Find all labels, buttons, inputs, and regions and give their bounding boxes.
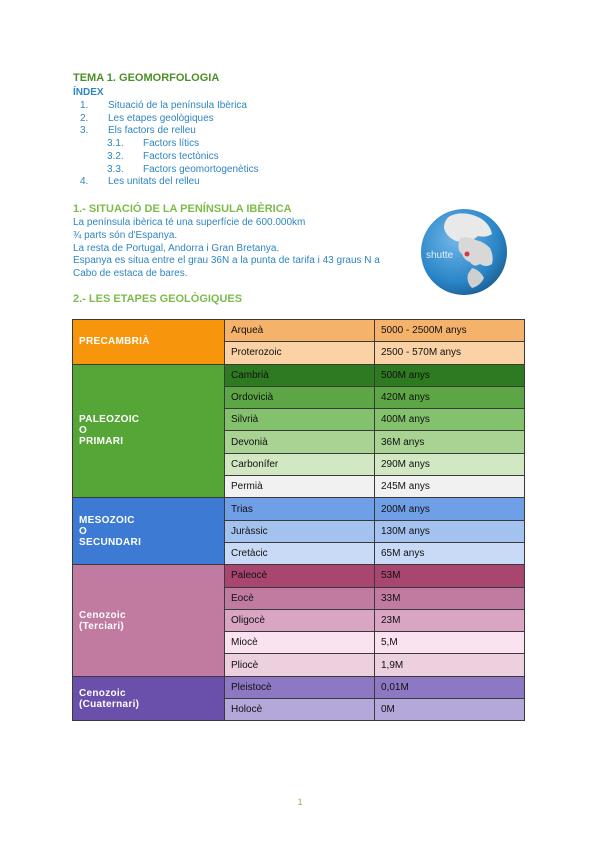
- period-cell: Paleocè: [225, 565, 375, 587]
- era-name-line: PALEOZOIC: [79, 414, 140, 426]
- era-name-line: PRECAMBRIÀ: [79, 336, 150, 348]
- era-name-line: Cenozoic: [79, 609, 126, 621]
- period-cell: Juràssic: [225, 520, 375, 542]
- age-cell: 5,M: [375, 632, 525, 654]
- paragraph-line: Cabo de estaca de bares.: [73, 268, 188, 280]
- period-cell: Arqueà: [225, 320, 375, 342]
- period-cell: Ordovicià: [225, 386, 375, 408]
- index-item-label: Els factors de relleu: [108, 125, 196, 137]
- index-item-number: 2.: [80, 112, 89, 124]
- paragraph-line: La resta de Portugal, Andorra i Gran Bretanya.: [73, 242, 280, 254]
- index-item-label: Les etapes geològiques: [108, 112, 214, 124]
- index-item: [80, 113, 259, 126]
- period-cell: Eocè: [225, 587, 375, 609]
- period-cell: Silvrià: [225, 409, 375, 431]
- index-item-number: 3.: [80, 125, 89, 137]
- period-cell: Trias: [225, 498, 375, 520]
- index-item-label: Factors lítics: [143, 138, 200, 150]
- era-name-line: MESOZOIC: [79, 514, 135, 526]
- age-cell: 23M: [375, 609, 525, 631]
- period-cell: Oligocè: [225, 609, 375, 631]
- index-item: [80, 100, 259, 113]
- geological-eras-table: [72, 319, 525, 721]
- document-title: TEMA 1. GEOMORFOLOGIA: [73, 72, 220, 84]
- globe-image: [420, 208, 508, 296]
- index-item: [80, 164, 259, 177]
- index-item: [80, 125, 259, 138]
- age-cell: 290M anys: [375, 453, 525, 475]
- watermark-text: shutte: [426, 250, 454, 261]
- index-heading: ÍNDEX: [73, 87, 104, 98]
- age-cell: 0M: [375, 699, 525, 721]
- period-cell: Pleistocè: [225, 676, 375, 698]
- age-cell: 400M anys: [375, 409, 525, 431]
- age-cell: 130M anys: [375, 520, 525, 542]
- page-number: 1: [297, 797, 303, 807]
- index-item-label: Les unitats del relleu: [108, 176, 200, 188]
- age-cell: 36M anys: [375, 431, 525, 453]
- table-row: [73, 364, 525, 386]
- paragraph-line: La península ibèrica té una superfície de 600.000km: [73, 217, 306, 228]
- age-cell: 420M anys: [375, 386, 525, 408]
- era-cell: [73, 565, 225, 676]
- index-item-label: Factors geomortogenètics: [143, 163, 259, 175]
- era-cell: [73, 676, 225, 721]
- period-cell: Pliocè: [225, 654, 375, 676]
- era-name-line: O: [79, 425, 88, 437]
- table-row: [73, 320, 525, 342]
- table-row: [73, 498, 525, 520]
- section-1-heading: 1.- SITUACIÓ DE LA PENÍNSULA IBÈRICA: [73, 203, 292, 215]
- period-cell: Devonià: [225, 431, 375, 453]
- age-cell: 500M anys: [375, 364, 525, 386]
- era-cell: [73, 320, 225, 365]
- period-cell: Permià: [225, 476, 375, 498]
- section-1-paragraph: [73, 217, 433, 281]
- age-cell: 5000 - 2500M anys: [375, 320, 525, 342]
- index-item-number: 3.3.: [107, 163, 124, 175]
- age-cell: 245M anys: [375, 476, 525, 498]
- era-name-line: (Cuaternari): [79, 698, 140, 710]
- age-cell: 0,01M: [375, 676, 525, 698]
- table-row: [73, 565, 525, 587]
- age-cell: 33M: [375, 587, 525, 609]
- era-name-line: PRIMARI: [79, 436, 124, 448]
- table-row: [73, 676, 525, 698]
- period-cell: Cambrià: [225, 364, 375, 386]
- era-name-line: O: [79, 525, 88, 537]
- index-item-number: 4.: [80, 176, 89, 188]
- index-list: [80, 100, 259, 189]
- period-cell: Holocè: [225, 699, 375, 721]
- era-cell: [73, 364, 225, 498]
- era-cell: [73, 498, 225, 565]
- section-2-heading: 2.- LES ETAPES GEOLÒGIQUES: [73, 293, 243, 305]
- period-cell: Miocè: [225, 632, 375, 654]
- index-item-number: 3.2.: [107, 150, 124, 162]
- period-cell: Proterozoic: [225, 342, 375, 364]
- age-cell: 1,9M: [375, 654, 525, 676]
- index-item-label: Factors tectònics: [143, 150, 219, 162]
- era-name-line: Cenozoic: [79, 687, 126, 699]
- age-cell: 200M anys: [375, 498, 525, 520]
- era-name-line: (Terciari): [79, 620, 125, 632]
- paragraph-line: ¾ parts són d'Espanya.: [73, 229, 178, 241]
- index-item-number: 3.1.: [107, 138, 124, 150]
- index-item-label: Situació de la península Ibèrica: [108, 100, 247, 111]
- paragraph-line: Espanya es situa entre el grau 36N a la punta de tarifa i 43 graus N a: [73, 255, 380, 267]
- age-cell: 2500 - 570M anys: [375, 342, 525, 364]
- index-item-number: 1.: [80, 100, 89, 111]
- index-item: [80, 176, 259, 189]
- index-item: [80, 138, 259, 151]
- period-cell: Carbonífer: [225, 453, 375, 475]
- period-cell: Cretàcic: [225, 542, 375, 564]
- era-name-line: SECUNDARI: [79, 536, 142, 548]
- age-cell: 53M: [375, 565, 525, 587]
- age-cell: 65M anys: [375, 542, 525, 564]
- index-item: [80, 151, 259, 164]
